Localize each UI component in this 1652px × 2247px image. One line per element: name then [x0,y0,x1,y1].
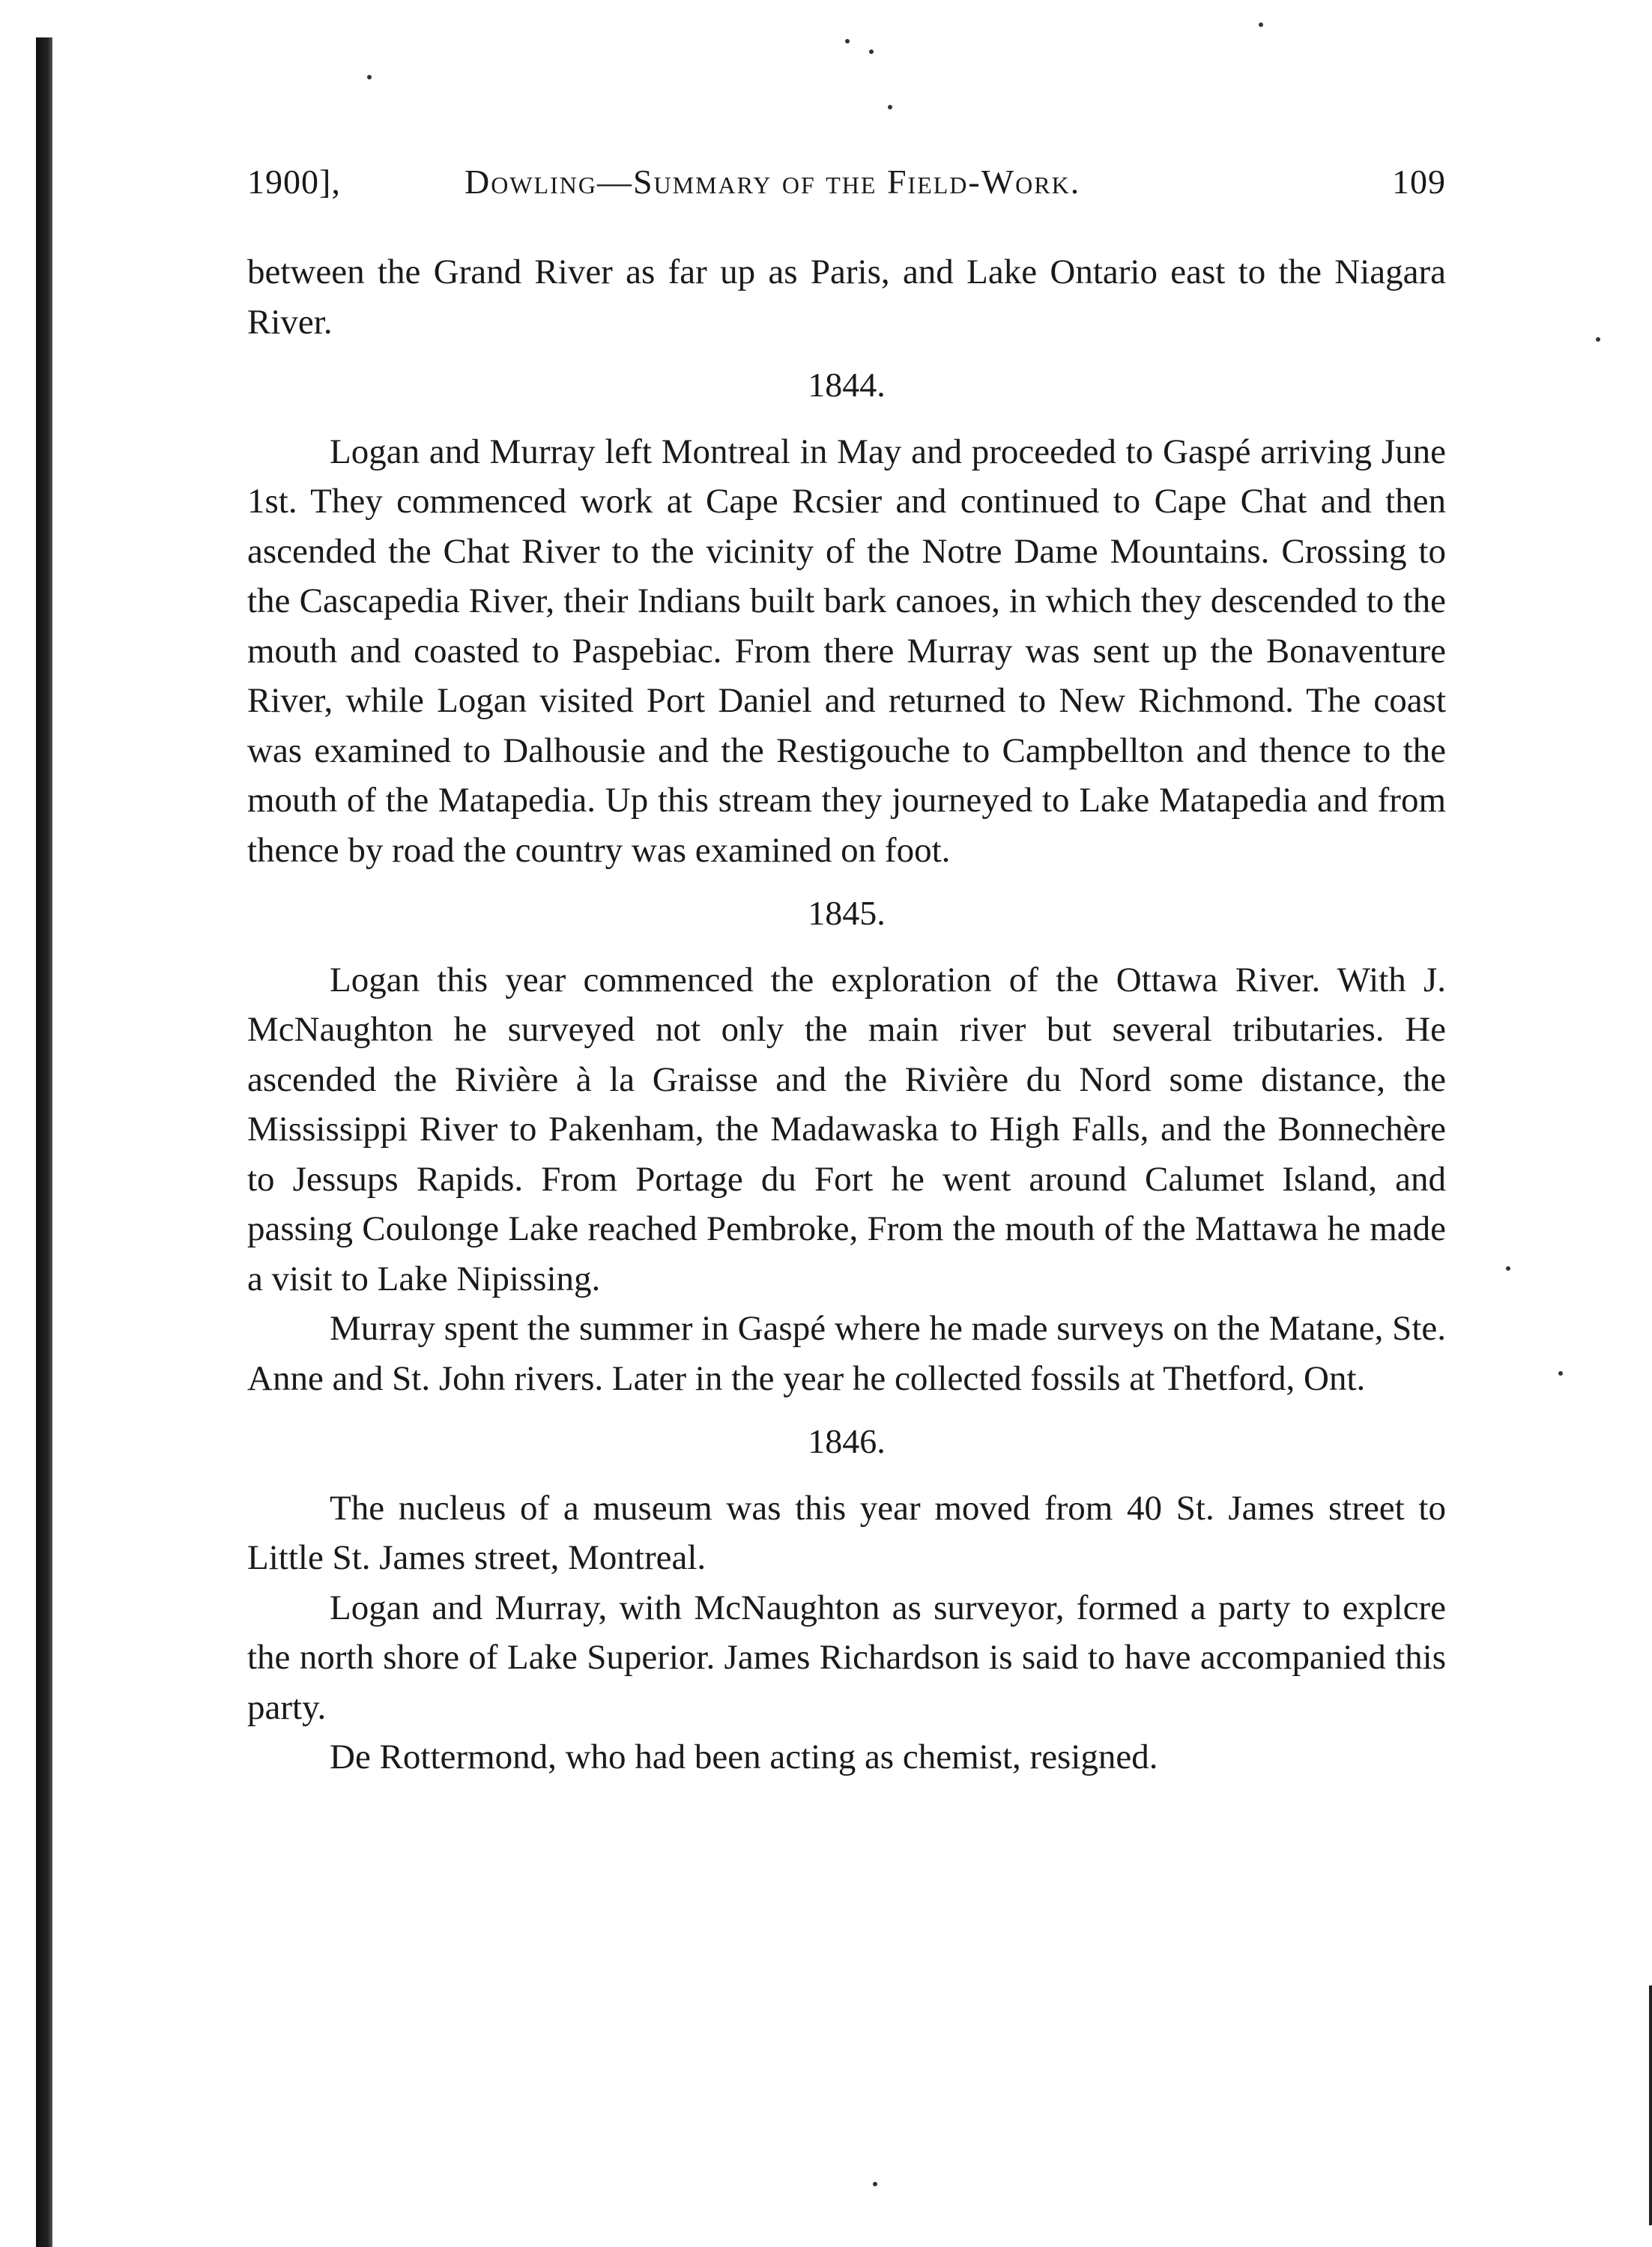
scan-binding-edge [36,37,52,2247]
paragraph: De Rottermond, who had been acting as chemist, resigned. [330,1738,1158,1776]
paragraph: Logan this year commenced the exploration of the Ottawa River. With J. McNaughton he surveyed not only the main river but several tributaries. He ascended the Rivière à la Graisse and the Rivière du Nord some distance, the Mississippi River to Pakenham, the Madawaska to High Falls, and the Bonnechère to Jessups Rapids. From Portage du Fort he went around Calumet Island, and passing Coulonge Lake reached Pembroke, From the mouth of the Mattawa he made a visit to Lake Nipissing. [247,960,1446,1298]
scan-speck [869,49,874,54]
header-year: 1900], [247,163,341,201]
page-body [247,247,1446,1782]
scan-right-edge [1649,1986,1652,2225]
scan-speck [1506,1266,1510,1271]
paragraph: Logan and Murray left Montreal in May and proceeded to Gaspé arriving June 1st. They commenced work at Cape Rcsier and continued to Cape Chat and then ascended the Chat River to the vicinity of the Notre Dame Mountains. Crossing to the Cascapedia River, their Indians built bark canoes, in which they descended to the mouth and coasted to Paspebiac. From there Murray was sent up the Bonaventure River, while Logan visited Port Daniel and returned to New Richmond. The coast was examined to Dalhousie and the Restigouche to Campbellton and thence to the mouth of the Matapedia. Up this stream they journeyed to Lake Matapedia and from thence by road the country was examined on foot. [247,432,1446,870]
paragraph: between the Grand River as far up as Paris, and Lake Ontario east to the Niagara River. [247,252,1446,342]
page-number: 109 [1392,163,1446,201]
scan-speck [873,2182,877,2186]
scan-speck [367,75,372,79]
scan-speck [1558,1371,1563,1376]
running-header [247,162,1446,207]
paragraph: Murray spent the summer in Gaspé where he made surveys on the Matane, Ste. Anne and St. John rivers. Later in the year he collected fossils at Thetford, Ont. [247,1309,1446,1398]
year-heading: 1846. [808,1422,886,1460]
paragraph: The nucleus of a museum was this year moved from 40 St. James street to Little St. James street, Montreal. [247,1488,1446,1577]
year-heading: 1845. [808,894,886,932]
paragraph: Logan and Murray, with McNaughton as surveyor, formed a party to explcre the north shore of Lake Superior. James Richardson is said to have accompanied this party. [247,1588,1446,1727]
scan-speck [845,39,850,43]
year-heading: 1844. [808,366,886,404]
scan-speck [1596,337,1600,342]
scan-speck [888,105,892,109]
scan-speck [1259,22,1263,27]
header-title: Dowling—Summary of the Field-Work. [465,163,1081,201]
